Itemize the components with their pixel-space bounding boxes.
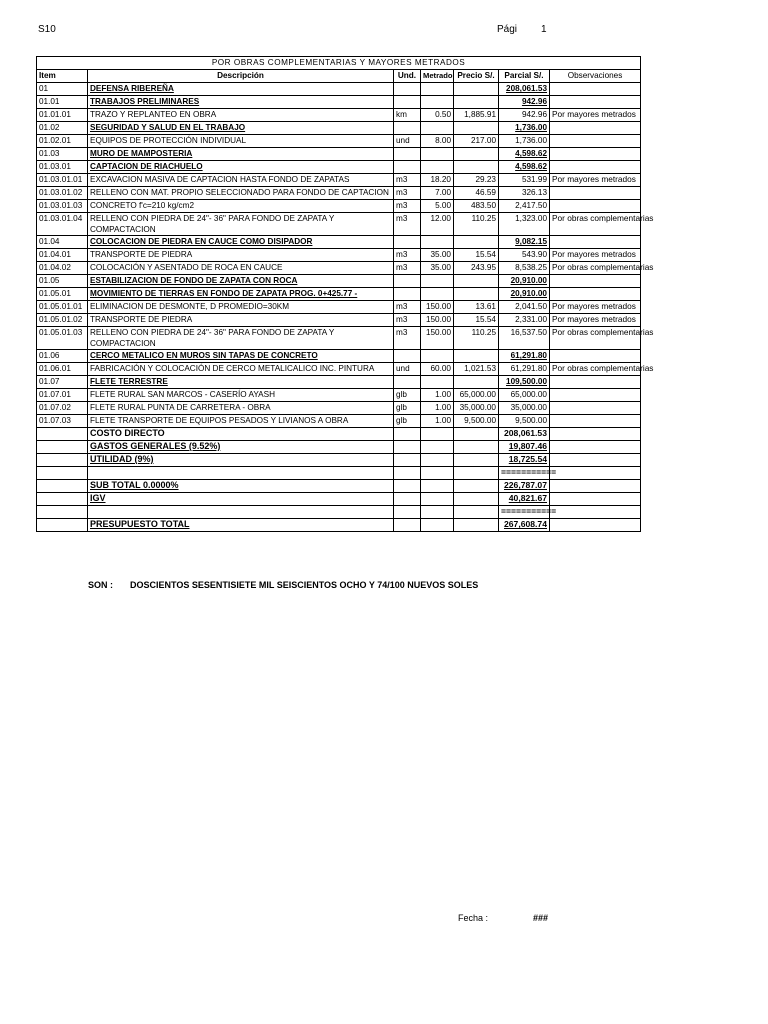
table-row	[37, 415, 641, 428]
summary-label	[88, 506, 394, 519]
cell-parcial: 531.99	[499, 174, 550, 187]
observacion-text: Por mayores metrados	[552, 174, 636, 184]
cell-descripcion: TRANSPORTE DE PIEDRA	[88, 314, 394, 327]
cell-metrado: 0.50	[421, 109, 454, 122]
summary-empty	[37, 493, 88, 506]
summary-empty	[394, 428, 421, 441]
cell-observaciones	[550, 350, 641, 363]
page-label: Pági	[497, 24, 518, 35]
cell-precio: 217.00	[454, 135, 499, 148]
summary-value: 208,061.53	[499, 428, 550, 441]
cell-parcial: 942.96	[499, 96, 550, 109]
observacion-text: Por mayores metrados	[552, 249, 636, 259]
cell-observaciones	[550, 174, 641, 187]
cell-descripcion: CAPTACION DE RIACHUELO	[88, 161, 394, 174]
cell-precio: 65,000.00	[454, 389, 499, 402]
cell-descripcion: CONCRETO f'c=210 kg/cm2	[88, 200, 394, 213]
summary-empty	[550, 519, 641, 532]
observacion-text: Por obras complementarias	[552, 213, 654, 223]
cell-und: glb	[394, 415, 421, 428]
cell-metrado	[421, 161, 454, 174]
cell-item: 01	[37, 83, 88, 96]
summary-empty	[454, 519, 499, 532]
cell-observaciones	[550, 363, 654, 376]
table-row	[37, 135, 641, 148]
cell-parcial: 4,598.62	[499, 161, 550, 174]
summary-empty	[37, 519, 88, 532]
summary-value: 18,725.54	[499, 454, 550, 467]
summary-empty	[454, 428, 499, 441]
cell-und	[394, 236, 421, 249]
summary-label: COSTO DIRECTO	[88, 428, 394, 441]
cell-und: m3	[394, 249, 421, 262]
cell-item: 01.07	[37, 376, 88, 389]
cell-precio: 1,885.91	[454, 109, 499, 122]
cell-parcial: 2,041.50	[499, 301, 550, 314]
table-row	[37, 389, 641, 402]
cell-precio: 9,500.00	[454, 415, 499, 428]
summary-empty	[394, 506, 421, 519]
cell-metrado	[421, 288, 454, 301]
cell-item: 01.03.01	[37, 161, 88, 174]
table-row	[37, 262, 641, 275]
summary-label: GASTOS GENERALES (9.52%)	[88, 441, 394, 454]
cell-observaciones	[550, 148, 641, 161]
table-title-row	[37, 57, 641, 70]
cell-precio: 110.25	[454, 327, 499, 350]
observacion-text: Por mayores metrados	[552, 301, 636, 311]
cell-descripcion: TRANSPORTE DE PIEDRA	[88, 249, 394, 262]
cell-metrado: 1.00	[421, 415, 454, 428]
summary-empty	[454, 480, 499, 493]
cell-precio	[454, 148, 499, 161]
table-row	[37, 402, 641, 415]
summary-empty	[37, 506, 88, 519]
cell-item: 01.04.01	[37, 249, 88, 262]
report-code: S10	[38, 24, 56, 35]
cell-observaciones	[550, 301, 641, 314]
summary-row	[37, 441, 641, 454]
cell-observaciones	[550, 415, 641, 428]
cell-und: m3	[394, 262, 421, 275]
cell-descripcion: COLOCACION DE PIEDRA EN CAUCE COMO DISIPADOR	[88, 236, 394, 249]
summary-empty	[550, 506, 641, 519]
cell-metrado	[421, 122, 454, 135]
cell-descripcion: FLETE RURAL PUNTA DE CARRETERA - OBRA	[88, 402, 394, 415]
cell-precio	[454, 288, 499, 301]
summary-empty	[550, 480, 641, 493]
table-row	[37, 236, 641, 249]
summary-empty	[37, 454, 88, 467]
summary-empty	[394, 519, 421, 532]
descripcion-line: RELLENO CON PIEDRA DE 24"- 36" PARA FONDO DE ZAPATA Y	[90, 214, 335, 223]
observacion-text: Por obras complementarias	[552, 327, 654, 337]
cell-metrado	[421, 275, 454, 288]
cell-parcial: 20,910.00	[499, 275, 550, 288]
cell-observaciones	[550, 213, 654, 236]
cell-parcial: 61,291.80	[499, 363, 550, 376]
cell-item: 01.05.01	[37, 288, 88, 301]
cell-und	[394, 96, 421, 109]
cell-descripcion: DEFENSA RIBEREÑA	[88, 83, 394, 96]
summary-empty	[37, 480, 88, 493]
cell-item: 01.06	[37, 350, 88, 363]
table-row	[37, 148, 641, 161]
cell-descripcion: ESTABILIZACION DE FONDO DE ZAPATA CON ROCA	[88, 275, 394, 288]
cell-metrado: 8.00	[421, 135, 454, 148]
cell-und: und	[394, 135, 421, 148]
cell-item: 01.05.01.02	[37, 314, 88, 327]
summary-empty	[421, 428, 454, 441]
summary-empty	[454, 454, 499, 467]
cell-metrado: 18.20	[421, 174, 454, 187]
summary-row	[37, 519, 641, 532]
cell-precio: 243.95	[454, 262, 499, 275]
summary-row	[37, 428, 641, 441]
cell-metrado: 150.00	[421, 327, 454, 350]
summary-value: 267,608.74	[499, 519, 550, 532]
cell-descripcion: FABRICACIÓN Y COLOCACIÓN DE CERCO METALICALICO INC. PINTURA	[88, 363, 394, 376]
cell-item: 01.04.02	[37, 262, 88, 275]
cell-observaciones	[550, 249, 641, 262]
summary-label: IGV	[88, 493, 394, 506]
cell-parcial: 61,291.80	[499, 350, 550, 363]
cell-parcial: 1,736.00	[499, 122, 550, 135]
cell-descripcion	[88, 327, 394, 350]
cell-und: m3	[394, 187, 421, 200]
cell-descripcion: MOVIMIENTO DE TIERRAS EN FONDO DE ZAPATA PROG. 0+425.77 -	[88, 288, 394, 301]
summary-empty	[421, 441, 454, 454]
summary-row	[37, 467, 641, 480]
summary-row	[37, 454, 641, 467]
cell-metrado	[421, 96, 454, 109]
summary-empty	[421, 519, 454, 532]
table-row	[37, 83, 641, 96]
cell-parcial: 109,500.00	[499, 376, 550, 389]
cell-und: m3	[394, 213, 421, 236]
summary-empty	[421, 506, 454, 519]
cell-metrado: 35.00	[421, 249, 454, 262]
cell-observaciones	[550, 288, 641, 301]
cell-parcial: 9,500.00	[499, 415, 550, 428]
cell-und	[394, 275, 421, 288]
table-row	[37, 161, 641, 174]
son-label: SON :	[88, 580, 114, 590]
cell-parcial: 208,061.53	[499, 83, 550, 96]
fecha-label: Fecha :	[458, 913, 489, 923]
summary-empty	[394, 493, 421, 506]
cell-precio: 15.54	[454, 314, 499, 327]
descripcion-line: RELLENO CON PIEDRA DE 24"- 36" PARA FONDO DE ZAPATA Y	[90, 328, 335, 337]
cell-und	[394, 161, 421, 174]
table-row	[37, 288, 641, 301]
cell-observaciones	[550, 402, 641, 415]
cell-item: 01.02.01	[37, 135, 88, 148]
cell-observaciones	[550, 376, 641, 389]
table-title: POR OBRAS COMPLEMENTARIAS Y MAYORES METRADOS	[37, 57, 641, 70]
summary-value: 226,787.07	[499, 480, 550, 493]
summary-empty	[454, 506, 499, 519]
cell-und	[394, 122, 421, 135]
table-row	[37, 301, 641, 314]
cell-und	[394, 350, 421, 363]
col-header-und: Und.	[394, 70, 421, 83]
cell-parcial: 35,000.00	[499, 402, 550, 415]
cell-descripcion: TRAZO Y REPLANTEO EN OBRA	[88, 109, 394, 122]
son-amount-text: DOSCIENTOS SESENTISIETE MIL SEISCIENTOS OCHO Y 74/100 NUEVOS SOLES	[130, 580, 479, 590]
table-row	[37, 327, 641, 350]
cell-item: 01.06.01	[37, 363, 88, 376]
table-header-row	[37, 70, 641, 83]
cell-item: 01.03.01.02	[37, 187, 88, 200]
cell-precio	[454, 122, 499, 135]
cell-observaciones	[550, 83, 641, 96]
cell-parcial: 543.90	[499, 249, 550, 262]
table-row	[37, 213, 641, 236]
cell-metrado: 1.00	[421, 389, 454, 402]
table-row	[37, 122, 641, 135]
cell-item: 01.03.01.01	[37, 174, 88, 187]
cell-descripcion: TRABAJOS PRELIMINARES	[88, 96, 394, 109]
cell-precio	[454, 236, 499, 249]
summary-empty	[550, 493, 641, 506]
table-row	[37, 376, 641, 389]
cell-precio	[454, 350, 499, 363]
table-row	[37, 187, 641, 200]
cell-parcial: 2,331.00	[499, 314, 550, 327]
col-header-parcial: Parcial S/.	[499, 70, 550, 83]
table-row	[37, 96, 641, 109]
cell-observaciones	[550, 135, 641, 148]
summary-empty	[421, 454, 454, 467]
summary-label: SUB TOTAL 0.0000%	[88, 480, 394, 493]
cell-item: 01.07.01	[37, 389, 88, 402]
table-row	[37, 363, 641, 376]
cell-descripcion: SEGURIDAD Y SALUD EN EL TRABAJO	[88, 122, 394, 135]
cell-und: km	[394, 109, 421, 122]
page-number: 1	[541, 24, 547, 35]
cell-observaciones	[550, 109, 641, 122]
cell-precio: 110.25	[454, 213, 499, 236]
cell-descripcion: ELIMINACION DE DESMONTE, D PROMEDIO=30KM	[88, 301, 394, 314]
cell-item: 01.03	[37, 148, 88, 161]
cell-observaciones	[550, 314, 641, 327]
cell-item: 01.01	[37, 96, 88, 109]
fecha-value: ###	[533, 913, 549, 923]
cell-metrado: 150.00	[421, 314, 454, 327]
cell-precio	[454, 161, 499, 174]
summary-empty	[550, 454, 641, 467]
cell-item: 01.07.03	[37, 415, 88, 428]
cell-observaciones	[550, 96, 641, 109]
cell-precio: 1,021.53	[454, 363, 499, 376]
cell-metrado: 12.00	[421, 213, 454, 236]
summary-empty	[394, 454, 421, 467]
cell-item: 01.05.01.01	[37, 301, 88, 314]
summary-row	[37, 493, 641, 506]
col-header-observaciones: Observaciones	[550, 70, 641, 83]
cell-observaciones	[550, 275, 641, 288]
descripcion-line: COMPACTACION	[90, 339, 156, 348]
col-header-item: Item	[37, 70, 88, 83]
descripcion-line: COMPACTACION	[90, 225, 156, 234]
summary-empty	[454, 441, 499, 454]
cell-und: und	[394, 363, 421, 376]
cell-descripcion: FLETE TERRESTRE	[88, 376, 394, 389]
cell-und: m3	[394, 327, 421, 350]
cell-metrado	[421, 350, 454, 363]
observacion-text: Por obras complementarias	[552, 262, 654, 272]
cell-precio	[454, 83, 499, 96]
summary-empty	[454, 493, 499, 506]
summary-value: 19,807.46	[499, 441, 550, 454]
table-row	[37, 249, 641, 262]
cell-parcial: 2,417.50	[499, 200, 550, 213]
cell-parcial: 16,537.50	[499, 327, 550, 350]
cell-und	[394, 288, 421, 301]
summary-value: ===========	[499, 467, 550, 480]
cell-observaciones	[550, 161, 641, 174]
cell-observaciones	[550, 122, 641, 135]
cell-metrado	[421, 236, 454, 249]
cell-descripcion: EXCAVACION MASIVA DE CAPTACION HASTA FONDO DE ZAPATAS	[88, 174, 394, 187]
cell-precio: 13.61	[454, 301, 499, 314]
cell-parcial: 9,082.15	[499, 236, 550, 249]
col-header-descripcion: Descripción	[88, 70, 394, 83]
summary-value: ===========	[499, 506, 550, 519]
cell-und	[394, 83, 421, 96]
summary-empty	[37, 428, 88, 441]
observacion-text: Por mayores metrados	[552, 109, 636, 119]
cell-metrado: 60.00	[421, 363, 454, 376]
cell-parcial: 1,736.00	[499, 135, 550, 148]
summary-label: UTILIDAD (9%)	[88, 454, 394, 467]
cell-item: 01.01.01	[37, 109, 88, 122]
cell-item: 01.03.01.03	[37, 200, 88, 213]
budget-table	[36, 56, 654, 532]
cell-item: 01.03.01.04	[37, 213, 88, 236]
cell-item: 01.05.01.03	[37, 327, 88, 350]
cell-item: 01.02	[37, 122, 88, 135]
summary-empty	[454, 467, 499, 480]
summary-empty	[421, 493, 454, 506]
cell-metrado: 7.00	[421, 187, 454, 200]
cell-und: m3	[394, 314, 421, 327]
cell-parcial: 942.96	[499, 109, 550, 122]
cell-parcial: 20,910.00	[499, 288, 550, 301]
summary-row	[37, 506, 641, 519]
summary-value: 40,821.67	[499, 493, 550, 506]
summary-empty	[550, 441, 641, 454]
cell-descripcion: RELLENO CON MAT. PROPIO SELECCIONADO PARA FONDO DE CAPTACION	[88, 187, 394, 200]
cell-observaciones	[550, 200, 641, 213]
summary-empty	[394, 480, 421, 493]
cell-metrado	[421, 376, 454, 389]
cell-descripcion: CERCO METALICO EN MUROS SIN TAPAS DE CONCRETO	[88, 350, 394, 363]
cell-parcial: 65,000.00	[499, 389, 550, 402]
cell-metrado	[421, 83, 454, 96]
cell-descripcion: FLETE TRANSPORTE DE EQUIPOS PESADOS Y LIVIANOS A OBRA	[88, 415, 394, 428]
cell-und: m3	[394, 301, 421, 314]
cell-observaciones	[550, 236, 641, 249]
summary-label	[88, 467, 394, 480]
cell-parcial: 4,598.62	[499, 148, 550, 161]
cell-und	[394, 148, 421, 161]
cell-item: 01.04	[37, 236, 88, 249]
cell-descripcion: COLOCACIÓN Y ASENTADO DE ROCA EN CAUCE	[88, 262, 394, 275]
table-row	[37, 109, 641, 122]
summary-empty	[550, 428, 641, 441]
cell-precio: 15.54	[454, 249, 499, 262]
cell-precio	[454, 376, 499, 389]
cell-descripcion: FLETE RURAL SAN MARCOS - CASERÍO AYASH	[88, 389, 394, 402]
cell-observaciones	[550, 262, 654, 275]
table-row	[37, 350, 641, 363]
summary-empty	[394, 441, 421, 454]
cell-und: m3	[394, 174, 421, 187]
summary-empty	[394, 467, 421, 480]
table-row	[37, 174, 641, 187]
cell-precio	[454, 275, 499, 288]
cell-observaciones	[550, 327, 654, 350]
observacion-text: Por mayores metrados	[552, 314, 636, 324]
cell-metrado: 35.00	[421, 262, 454, 275]
observacion-text: Por obras complementarias	[552, 363, 654, 373]
cell-metrado	[421, 148, 454, 161]
cell-precio: 483.50	[454, 200, 499, 213]
cell-precio: 29.23	[454, 174, 499, 187]
table-row	[37, 200, 641, 213]
summary-row	[37, 480, 641, 493]
cell-und	[394, 376, 421, 389]
cell-parcial: 8,538.25	[499, 262, 550, 275]
table-row	[37, 314, 641, 327]
cell-descripcion: MURO DE MAMPOSTERIA	[88, 148, 394, 161]
summary-empty	[550, 467, 641, 480]
cell-item: 01.07.02	[37, 402, 88, 415]
cell-descripcion: EQUIPOS DE PROTECCIÓN INDIVIDUAL	[88, 135, 394, 148]
cell-item: 01.05	[37, 275, 88, 288]
cell-und: glb	[394, 389, 421, 402]
cell-precio: 46.59	[454, 187, 499, 200]
cell-parcial: 1,323.00	[499, 213, 550, 236]
cell-parcial: 326.13	[499, 187, 550, 200]
cell-und: m3	[394, 200, 421, 213]
col-header-precio: Precio S/.	[454, 70, 499, 83]
cell-metrado: 5.00	[421, 200, 454, 213]
cell-observaciones	[550, 389, 641, 402]
summary-label: PRESUPUESTO TOTAL	[88, 519, 394, 532]
cell-precio	[454, 96, 499, 109]
cell-precio: 35,000.00	[454, 402, 499, 415]
summary-empty	[421, 480, 454, 493]
cell-metrado: 150.00	[421, 301, 454, 314]
table-row	[37, 275, 641, 288]
col-header-metrado: Metrado	[421, 70, 454, 83]
cell-observaciones	[550, 187, 641, 200]
cell-metrado: 1.00	[421, 402, 454, 415]
summary-empty	[37, 467, 88, 480]
summary-empty	[421, 467, 454, 480]
cell-descripcion	[88, 213, 394, 236]
cell-und: glb	[394, 402, 421, 415]
summary-empty	[37, 441, 88, 454]
